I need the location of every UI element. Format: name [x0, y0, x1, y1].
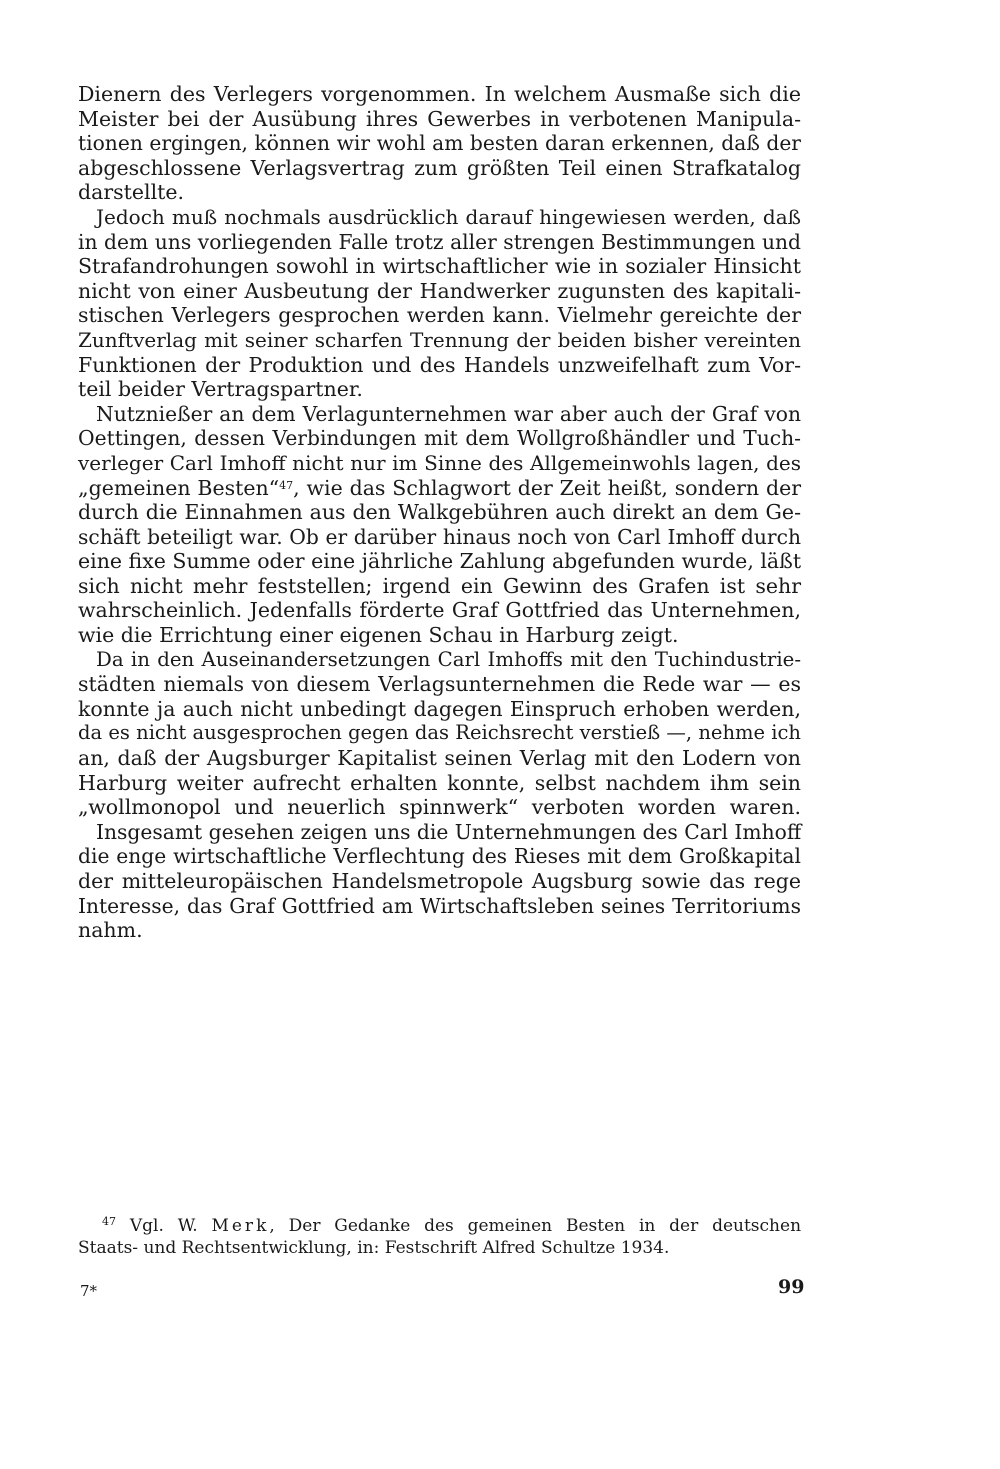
text-line: Insgesamt gesehen zeigen uns die Unternehmungen des Carl Imhoff [96, 819, 802, 844]
text-line: Oettingen, dessen Verbindungen mit dem Wollgroßhändler und Tuch- [78, 426, 801, 451]
text-line: darstellte. [78, 180, 185, 205]
sheet-signature: 7* [80, 1282, 98, 1300]
text-line: stischen Verlegers gesprochen werden kann. Vielmehr gereichte der [78, 303, 801, 328]
text-line: an, daß der Augsburger Kapitalist seinen Verlag mit den Lodern von [78, 746, 801, 771]
text-line: da es nicht ausgesprochen gegen das Reichsrecht verstieß —, nehme ich [78, 721, 801, 745]
text-line: teil beider Vertragspartner. [78, 377, 363, 402]
text-line: verleger Carl Imhoff nicht nur im Sinne des Allgemeinwohls lagen, des [78, 450, 801, 475]
text-line: der mitteleuropäischen Handelsmetropole Augsburg sowie das rege [78, 869, 801, 893]
text-line: durch die Einnahmen aus den Walkgebühren auch direkt an dem Ge- [78, 500, 801, 525]
text-segment: „gemeinen Besten“ [78, 475, 280, 500]
text-line: städten niemals von diesem Verlagsunternehmen die Rede war — es [78, 672, 801, 697]
text-line: Harburg weiter aufrecht erhalten konnte, selbst nachdem ihm sein [78, 770, 801, 795]
text-line: schäft beteiligt war. Ob er darüber hinaus noch von Carl Imhoff durch [78, 524, 801, 549]
text-line: nicht von einer Ausbeutung der Handwerker zugunsten des kapitali- [78, 278, 801, 303]
text-line: abgeschlossene Verlagsvertrag zum größten Teil einen Strafkatalog [78, 155, 801, 180]
text-line: Jedoch muß nochmals ausdrücklich darauf hingewiesen werden, daß [96, 204, 801, 229]
footnote-reference: 47 [279, 478, 294, 492]
text-line: Meister bei der Ausübung ihres Gewerbes in verbotenen Manipula- [78, 106, 801, 131]
text-segment: , wie das Schlagwort der Zeit heißt, sondern der [293, 475, 801, 500]
footnote-number: 47 [102, 1215, 116, 1228]
text-line: wahrscheinlich. Jedenfalls förderte Graf Gottfried das Unternehmen, [78, 598, 801, 623]
text-line: eine fixe Summe oder eine jährliche Zahlung abgefunden wurde, läßt [78, 549, 802, 574]
text-line [78, 476, 801, 501]
text-line: Funktionen der Produktion und des Handels unzweifelhaft zum Vor- [78, 352, 801, 377]
footnote-author: Merk [211, 1216, 270, 1236]
text-line: Dienern des Verlegers vorgenommen. In welchem Ausmaße sich die [78, 82, 801, 106]
page-number: 99 [778, 1276, 805, 1298]
footnote [78, 1216, 801, 1259]
text-line: sich nicht mehr feststellen; irgend ein Gewinn des Grafen ist sehr [78, 573, 801, 598]
body-text [78, 82, 801, 943]
text-line: in dem uns vorliegenden Falle trotz aller strengen Bestimmungen und [78, 229, 801, 254]
text-line: Nutznießer an dem Verlagunternehmen war aber auch der Graf von [96, 401, 801, 426]
footnote-prefix: Vgl. W. [129, 1216, 212, 1236]
text-line: „wollmonopol und neuerlich spinnwerk“ verboten worden waren. [78, 795, 801, 820]
footnote-line-1 [78, 1216, 801, 1238]
footnote-line-2: Staats- und Rechtsentwicklung, in: Festschrift Alfred Schultze 1934. [78, 1237, 670, 1258]
footnote-rest: , Der Gedanke des gemeinen Besten in der deutschen [269, 1216, 802, 1236]
text-line: tionen ergingen, können wir wohl am besten daran erkennen, daß der [78, 131, 801, 156]
text-line: Strafandrohungen sowohl in wirtschaftlicher wie in sozialer Hinsicht [78, 254, 801, 279]
text-line: konnte ja auch nicht unbedingt dagegen Einspruch erhoben werden, [78, 696, 801, 721]
text-line: nahm. [78, 918, 143, 943]
text-line: Zunftverlag mit seiner scharfen Trennung der beiden bisher vereinten [78, 327, 801, 352]
text-line: die enge wirtschaftliche Verflechtung des Rieses mit dem Großkapital [78, 844, 801, 869]
text-line: Interesse, das Graf Gottfried am Wirtschaftsleben seines Territoriums [78, 893, 801, 918]
text-line: Da in den Auseinandersetzungen Carl Imhoffs mit den Tuchindustrie- [96, 647, 801, 671]
text-line: wie die Errichtung einer eigenen Schau in Harburg zeigt. [78, 623, 679, 648]
